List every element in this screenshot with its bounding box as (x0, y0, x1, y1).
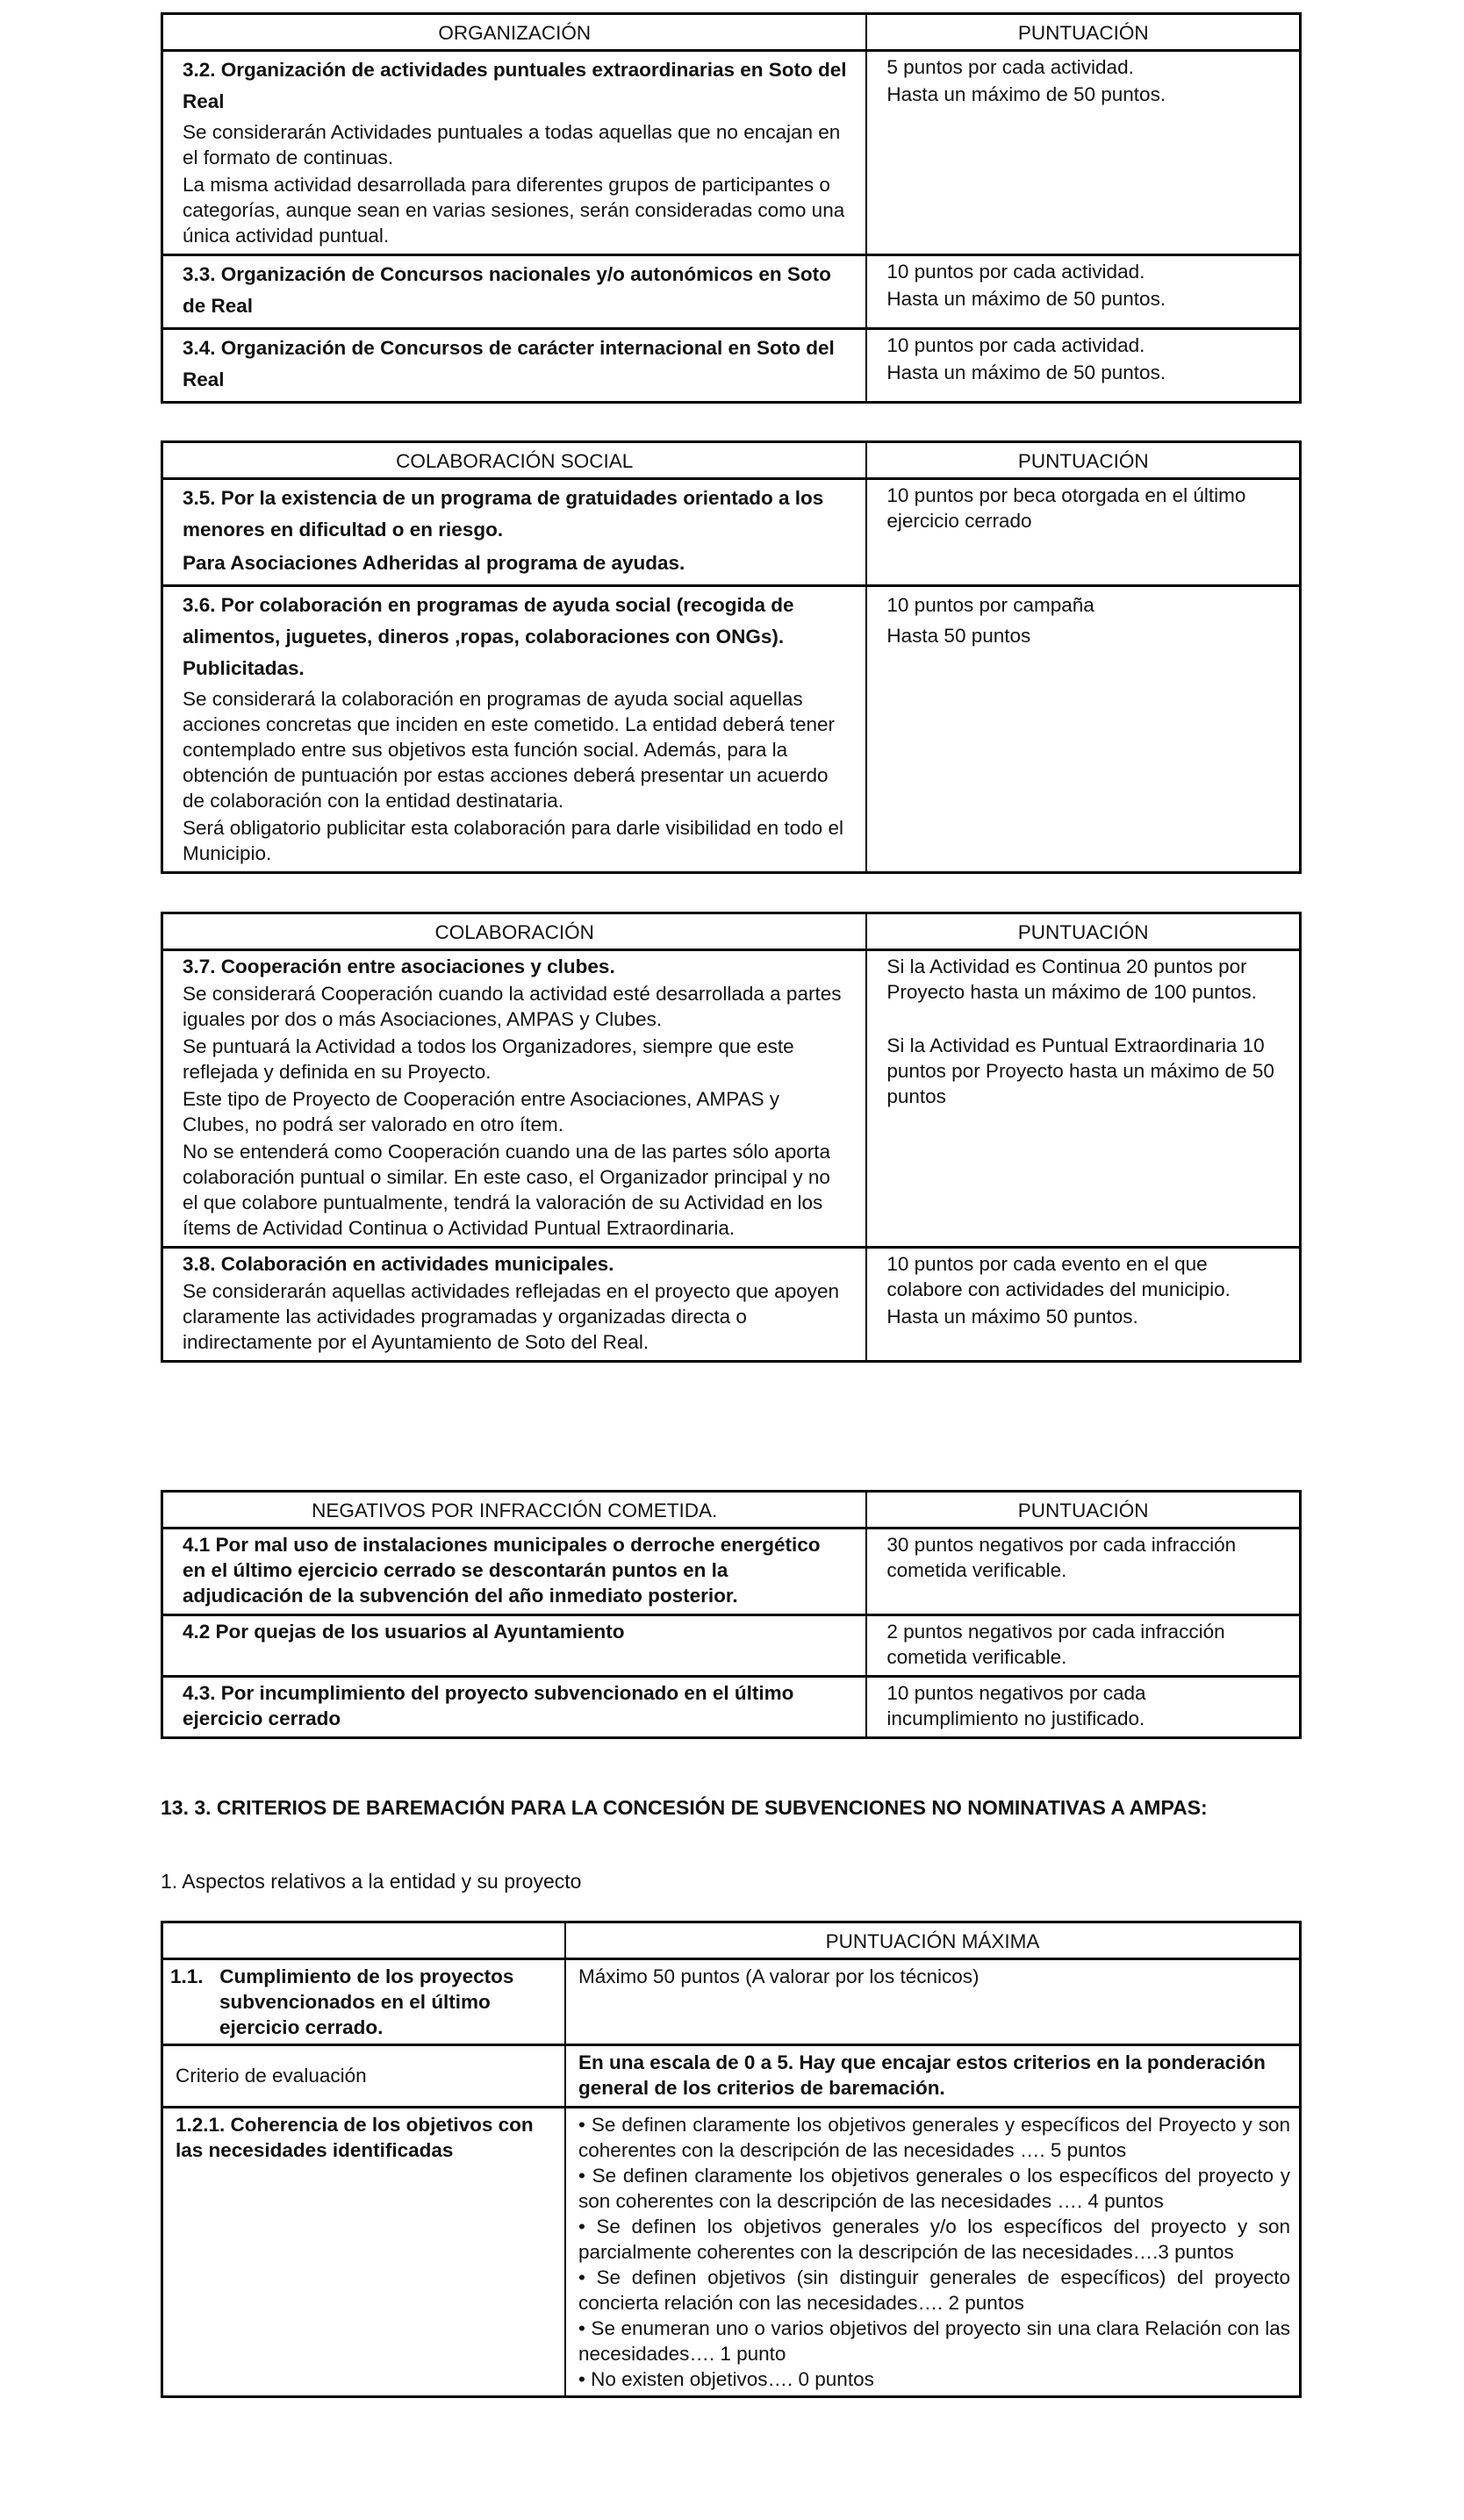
table-row (162, 1248, 1301, 1362)
table-row (162, 329, 1301, 403)
evaluation-scale-text: En una escala de 0 a 5. Hay que encajar estos criterios en la ponderación general de los criterios de baremación. (578, 2051, 1266, 2099)
criterion-description: No se entenderá como Cooperación cuando una de las partes sólo aporta colaboración puntual o similar. En este caso, el Organizador principal y no el que colabore puntualmente, tendrá la valoración de su Actividad en los ítems de Actividad Continua o Actividad Puntual Extraordinaria. (183, 1141, 830, 1239)
criterion-description: Será obligatorio publicitar esta colaboración para darle visibilidad en todo el Municipio. (183, 817, 843, 864)
score-text: Hasta un máximo de 50 puntos. (886, 83, 1166, 105)
criterion-title: 3.3. Organización de Concursos nacionales y/o autonómicos en Soto de Real (183, 263, 831, 317)
section-heading: 13. 3. CRITERIOS DE BAREMACIÓN PARA LA CONCESIÓN DE SUBVENCIONES NO NOMINATIVAS A AMPAS: (161, 1796, 1208, 1819)
organizacion-table (161, 12, 1302, 404)
scoring-bullet: • Se enumeran uno o varios objetivos del proyecto sin una clara Relación con las necesidades…. 1 punto (578, 2317, 1290, 2365)
table-row (162, 1677, 1301, 1738)
criterion-description: Se considerará Cooperación cuando la actividad esté desarrollada a partes iguales por dos o más Asociaciones, AMPAS y Clubes. (183, 983, 842, 1030)
column-header-criterion: COLABORACIÓN SOCIAL (162, 442, 867, 479)
table-row (162, 255, 1301, 329)
criterion-description: Se considerarán Actividades puntuales a todas aquellas que no encajan en el formato de continuas. (183, 121, 841, 168)
table-header-row (162, 1922, 1301, 1959)
criterion-title: 1.1. Cumplimiento de los proyectos subvencionados en el último ejercicio cerrado. (170, 1965, 514, 2038)
criterion-title: 4.2 Por quejas de los usuarios al Ayuntamiento (183, 1621, 625, 1643)
criterion-title: 3.4. Organización de Concursos de carácter internacional en Soto del Real (183, 337, 835, 390)
score-text: 5 puntos por cada actividad. (886, 56, 1134, 78)
score-text: 10 puntos por cada actividad. (886, 261, 1145, 283)
negativos-table (161, 1490, 1302, 1739)
criterion-title: 3.8. Colaboración en actividades municipales. (183, 1253, 614, 1275)
score-text: 2 puntos negativos por cada infracción cometida verificable. (886, 1621, 1225, 1668)
table-header-row (162, 14, 1301, 51)
table-header-row (162, 913, 1301, 950)
criterion-title: 4.1 Por mal uso de instalaciones municipales o derroche energético en el último ejercicio cerrado se descontarán puntos en la adjudicación de la subvención del año inmediato posterior. (183, 1534, 821, 1607)
score-text: 10 puntos por cada evento en el que colabore con actividades del municipio. (886, 1253, 1231, 1300)
ampas-criteria-table (161, 1921, 1302, 2398)
table-row (162, 950, 1301, 1248)
column-header-criterion: NEGATIVOS POR INFRACCIÓN COMETIDA. (162, 1492, 867, 1528)
table-row (162, 586, 1301, 873)
table-row (162, 2108, 1301, 2397)
score-text: Hasta un máximo de 50 puntos. (886, 288, 1166, 310)
column-header-criterion: COLABORACIÓN (162, 913, 867, 950)
table-header-row (162, 1492, 1301, 1528)
column-header-score: PUNTUACIÓN (866, 913, 1300, 950)
column-header-criterion: ORGANIZACIÓN (162, 14, 867, 51)
score-text: 10 puntos por beca otorgada en el último ejercicio cerrado (886, 484, 1246, 532)
criterion-title: 1.2.1. Coherencia de los objetivos con las necesidades identificadas (176, 2114, 534, 2161)
score-text: Hasta un máximo de 50 puntos. (886, 362, 1166, 383)
criterion-number: 1.1. (170, 1965, 204, 1987)
score-text: Si la Actividad es Puntual Extraordinaria 10 puntos por Proyecto hasta un máximo de 50 puntos (886, 1034, 1274, 1107)
criterion-title: 3.7. Cooperación entre asociaciones y clubes. (183, 956, 615, 977)
criterion-label: Criterio de evaluación (176, 2064, 367, 2087)
table-row (162, 1528, 1301, 1615)
scoring-bullet: • Se definen objetivos (sin distinguir generales de específicos) del proyecto concierta relación con las necesidades…. 2 puntos (578, 2266, 1290, 2314)
column-header-criterion (162, 1922, 566, 1959)
criterion-description: La misma actividad desarrollada para diferentes grupos de participantes o categorías, aunque sean en varias sesiones, serán consideradas como una única actividad puntual. (183, 174, 845, 247)
colaboracion-social-table (161, 440, 1302, 874)
column-header-score: PUNTUACIÓN (866, 14, 1300, 51)
table-header-row (162, 442, 1301, 479)
criterion-title: 3.5. Por la existencia de un programa de gratuidades orientado a los menores en dificultad o en riesgo. (183, 487, 824, 541)
table-row (162, 51, 1301, 255)
column-header-score: PUNTUACIÓN (866, 442, 1300, 479)
criterion-title: 3.2. Organización de actividades puntuales extraordinarias en Soto del Real (183, 59, 847, 112)
scoring-bullet: • No existen objetivos…. 0 puntos (578, 2368, 874, 2390)
table-row (162, 1959, 1301, 2045)
criterion-title: 4.3. Por incumplimiento del proyecto subvencionado en el último ejercicio cerrado (183, 1682, 794, 1729)
score-text: Hasta 50 puntos (886, 625, 1031, 647)
criterion-description: Se considerarán aquellas actividades reflejadas en el proyecto que apoyen claramente las actividades programadas y organizadas directa o indirectamente por el Ayuntamiento de Soto del Real. (183, 1280, 839, 1353)
score-text: 10 puntos por campaña (886, 594, 1094, 616)
score-text: Si la Actividad es Continua 20 puntos por Proyecto hasta un máximo de 100 puntos. (886, 956, 1257, 1003)
score-text: Hasta un máximo 50 puntos. (886, 1306, 1138, 1328)
table-row (162, 1615, 1301, 1677)
table-row (162, 2045, 1301, 2108)
score-text: 30 puntos negativos por cada infracción cometida verificable. (886, 1534, 1237, 1581)
scoring-bullet: • Se definen claramente los objetivos generales o los específicos del proyecto y son coherentes con la descripción de las necesidades …. 4 puntos (578, 2165, 1290, 2212)
score-text: 10 puntos negativos por cada incumplimiento no justificado. (886, 1682, 1146, 1729)
score-text: 10 puntos por cada actividad. (886, 334, 1145, 356)
criterion-title: 3.6. Por colaboración en programas de ayuda social (recogida de alimentos, juguetes, dineros ,ropas, colaboraciones con ONGs). Publicitadas. (183, 594, 794, 679)
scoring-bullet: • Se definen los objetivos generales y/o los específicos del proyecto y son parcialmente coherentes con la descripción de las necesidades….3 puntos (578, 2216, 1290, 2263)
criterion-description: Se considerará la colaboración en programas de ayuda social aquellas acciones concretas que inciden en este cometido. La entidad deberá tener contemplado entre sus objetivos esta función social. Además, para la obtención de puntuación por estas acciones deberá presentar un acuerdo de colaboración con la entidad destinataria. (183, 688, 835, 812)
scoring-bullet: • Se definen claramente los objetivos generales y específicos del Proyecto y son coherentes con la descripción de las necesidades …. 5 puntos (578, 2114, 1290, 2161)
column-header-max-score: PUNTUACIÓN MÁXIMA (565, 1922, 1300, 1959)
criterion-description: Este tipo de Proyecto de Cooperación entre Asociaciones, AMPAS y Clubes, no podrá ser valorado en otro ítem. (183, 1088, 779, 1135)
criterion-description: Se puntuará la Actividad a todos los Organizadores, siempre que este reflejada y definida en su Proyecto. (183, 1035, 794, 1083)
section-subheading: 1. Aspectos relativos a la entidad y su proyecto (161, 1870, 582, 1893)
table-row (162, 479, 1301, 586)
criterion-title: Para Asociaciones Adheridas al programa de ayudas. (183, 552, 685, 574)
score-text: Máximo 50 puntos (A valorar por los técnicos) (578, 1965, 980, 1987)
column-header-score: PUNTUACIÓN (866, 1492, 1300, 1528)
colaboracion-table (161, 912, 1302, 1363)
